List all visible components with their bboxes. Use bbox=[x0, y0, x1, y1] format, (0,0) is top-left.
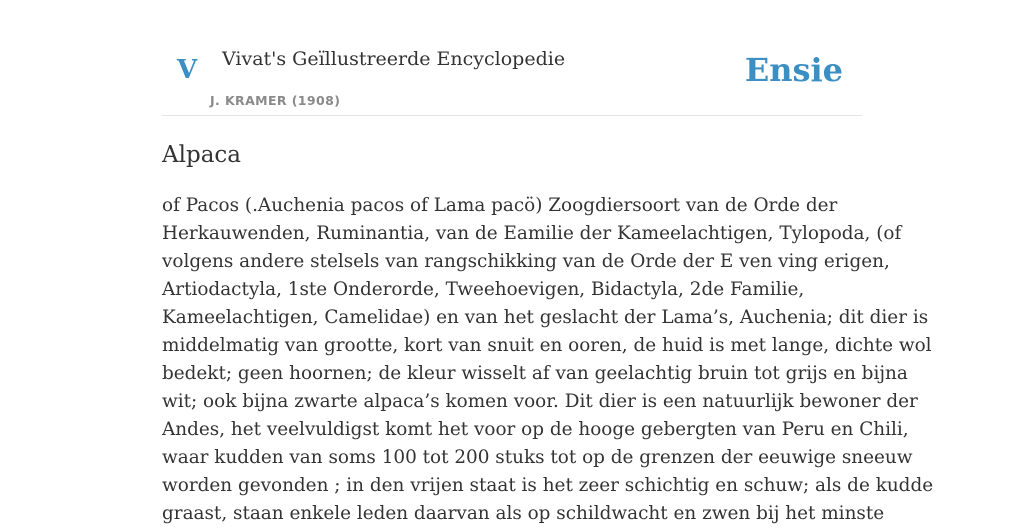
article-body-line: volgens andere stelsels van rangschikking van de Orde der E ven ving erigen, bbox=[162, 251, 890, 272]
article-body-line: Andes, het veelvuldigst komt het voor op de hooge gebergten van Peru en Chili, bbox=[162, 419, 909, 440]
article-body-line: middelmatig van grootte, kort van snuit en ooren, de huid is met lange, dichte wol bbox=[162, 335, 932, 356]
source-author: J. KRAMER (1908) bbox=[210, 93, 341, 108]
article-body-line: bedekt; geen hoornen; de kleur wisselt af van geelachtig bruin tot grijs en bijna bbox=[162, 363, 908, 384]
article-body-line: of Pacos (.Auchenia pacos of Lama pacö) Zoogdiersoort van de Orde der bbox=[162, 195, 838, 216]
article-body-line: worden gevonden ; in den vrijen staat is het zeer schichtig en schuw; als de kudde bbox=[162, 475, 934, 496]
article-body-line: wit; ook bijna zwarte alpaca’s komen voor. Dit dier is een natuurlijk bewoner der bbox=[162, 391, 918, 412]
article-body-line: Artiodactyla, 1ste Onderorde, Tweehoevigen, Bidactyla, 2de Familie, bbox=[162, 279, 805, 300]
source-logo-icon[interactable]: V bbox=[177, 55, 198, 85]
source-title-link[interactable]: Vivat's Geïllustreerde Encyclopedie bbox=[222, 48, 566, 70]
ensie-brand-logo[interactable]: Ensie bbox=[744, 51, 843, 89]
article-body-line: Kameelachtigen, Camelidae) en van het geslacht der Lama’s, Auchenia; dit dier is bbox=[162, 307, 929, 328]
article-body bbox=[162, 192, 934, 528]
article-body-line: waar kudden van soms 100 tot 200 stuks tot op de grenzen der eeuwige sneeuw bbox=[162, 447, 913, 468]
article-body-line: Herkauwenden, Ruminantia, van de Eamilie der Kameelachtigen, Tylopoda, (of bbox=[162, 223, 902, 244]
article-title: Alpaca bbox=[162, 142, 241, 168]
article-body-line: graast, staan enkele leden daarvan als op schildwacht en zwen bij het minste bbox=[162, 503, 885, 524]
source-header bbox=[162, 0, 862, 116]
